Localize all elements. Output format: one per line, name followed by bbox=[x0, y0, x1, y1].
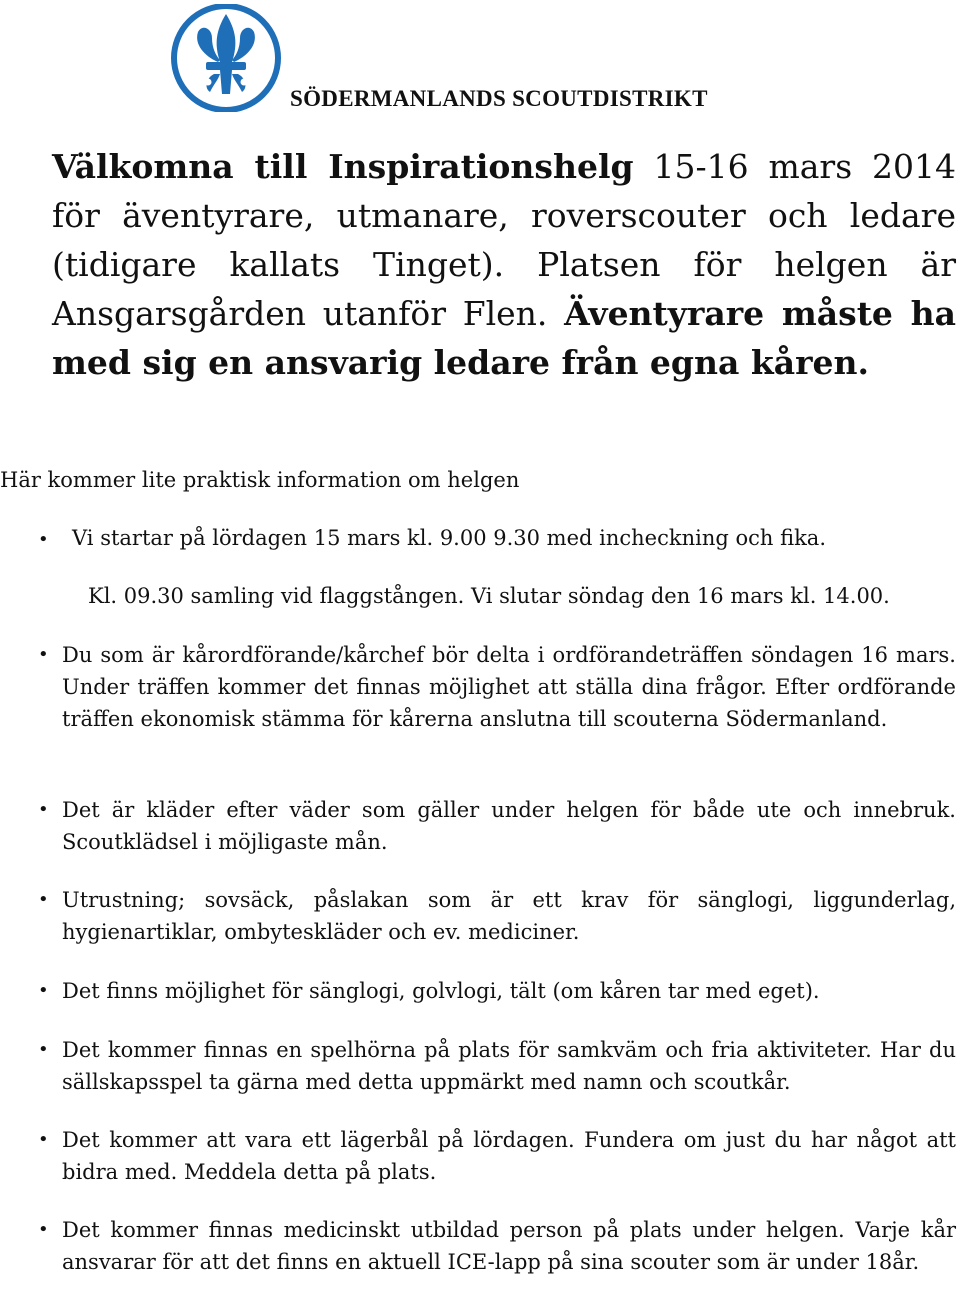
bullet-dot: • bbox=[38, 644, 49, 665]
bullet-dot: • bbox=[38, 980, 49, 1001]
organization-name: SÖDERMANLANDS SCOUTDISTRIKT bbox=[290, 86, 708, 111]
info-heading: Här kommer lite praktisk information om helgen bbox=[0, 468, 520, 492]
bullet-dot: • bbox=[38, 799, 49, 820]
bullet-dot: • bbox=[38, 1039, 49, 1060]
bullet-dot: • bbox=[38, 529, 49, 550]
bullet-dot: • bbox=[38, 1129, 49, 1150]
list-item: Det finns möjlighet för sänglogi, golvlogi, tält (om kåren tar med eget). bbox=[62, 979, 820, 1003]
list-item: Du som är kårordförande/kårchef bör delta i ordförandeträffen söndagen 16 mars. Under träffen kommer det finnas möjlighet att ställa dina frågor. Efter ordförande träffen ekonomisk stämma för kårerna anslutna till scouterna Södermanland. bbox=[62, 643, 956, 731]
intro-bold-note: Äventyrare måste ha med sig en ansvarig ledare från egna kåren. bbox=[52, 294, 956, 382]
bullet-dot: • bbox=[38, 1219, 49, 1240]
intro-bold-lead: Välkomna till Inspirationshelg bbox=[52, 147, 634, 186]
list-item: Det är kläder efter väder som gäller under helgen för både ute och innebruk. Scoutklädsel i möjligaste mån. bbox=[62, 798, 956, 854]
list-item: Det kommer att vara ett lägerbål på lördagen. Fundera om just du har något att bidra med. Meddela detta på plats. bbox=[62, 1128, 956, 1184]
list-item: Kl. 09.30 samling vid flaggstången. Vi slutar söndag den 16 mars kl. 14.00. bbox=[88, 584, 890, 608]
list-item: Det kommer finnas en spelhörna på plats för samkväm och fria aktiviteter. Har du sällskapsspel ta gärna med detta uppmärkt med namn och scoutkår. bbox=[62, 1038, 956, 1094]
list-item: Vi startar på lördagen 15 mars kl. 9.00 9.30 med incheckning och fika. bbox=[72, 526, 827, 550]
intro-paragraph bbox=[52, 142, 956, 387]
scout-logo-icon bbox=[168, 4, 284, 112]
bullet-dot: • bbox=[38, 889, 49, 910]
intro-body: 15-16 mars 2014 för äventyrare, utmanare, roverscouter och ledare (tidigare kallats Tinget). Platsen för helgen är Ansgarsgården utanför Flen. bbox=[52, 147, 956, 333]
list-item: Utrustning; sovsäck, påslakan som är ett krav för sänglogi, liggunderlag, hygienartiklar, ombyteskläder och ev. mediciner. bbox=[62, 888, 956, 944]
list-item: Det kommer finnas medicinskt utbildad person på plats under helgen. Varje kår ansvarar för att det finns en aktuell ICE-lapp på sina scouter som är under 18år. bbox=[62, 1218, 956, 1274]
